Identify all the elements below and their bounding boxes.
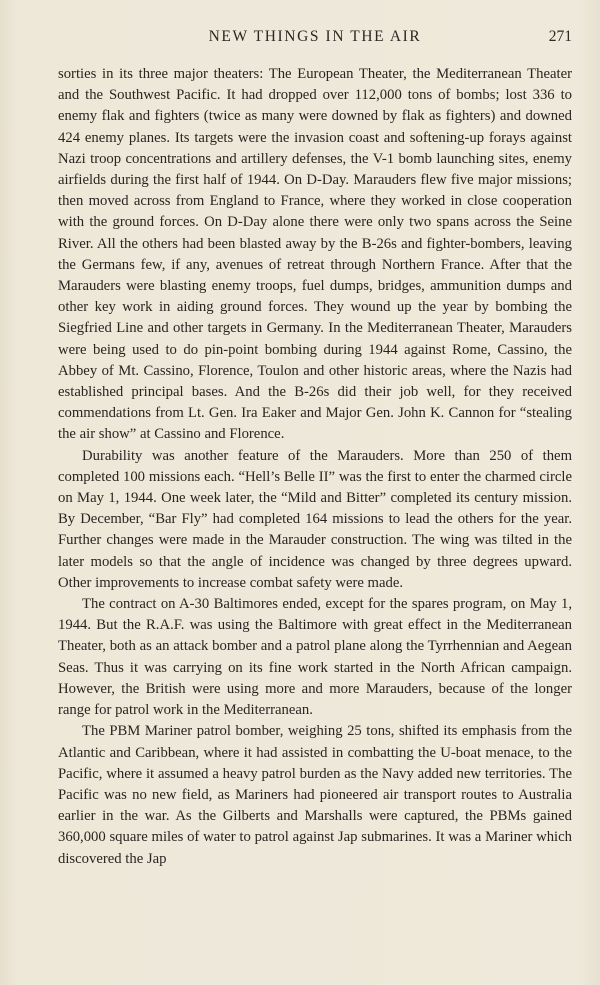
paragraph-mariner: The PBM Mariner patrol bomber, weighing 25 tons, shifted its emphasis from the Atlantic and Caribbean, where it had assisted in combatting the U-boat menace, to the Pacific, where it assumed a heavy patrol burden as the Navy added new territories. The Pacific was no new field, as Mariners had pioneered air transport routes to Australia earlier in the war. As the Gilberts and Marshalls were captured, the PBMs gained 360,000 square miles of water to patrol against Jap submarines. It was a Mariner which discovered the Jap [58, 723, 572, 867]
paragraph-marauder-theaters: sorties in its three major theaters: The European Theater, the Mediterranean Theater and the Southwest Pacific. It had dropped over 112,000 tons of bombs; lost 336 to enemy flak and fighters (twice as many were downed by flak as fighters) and downed 424 enemy planes. Its targets were the invasion coast and softening-up forays against Nazi troop concentrations and artillery defenses, the V-1 bomb launching sites, enemy airfields during the first half of 1944. On D-Day. Marauders flew five major missions; then moved across from England to France, where they worked in close cooperation with the ground forces. On D-Day alone there were only two spans across the Seine River. All the others had been blasted away by the B-26s and fighter-bombers, leaving the Germans few, if any, avenues of retreat through Northern France. After that the Marauders were blasting enemy troops, fuel dumps, bridges, ammunition dumps and other key work in aiding ground forces. They wound up the year by bombing the Siegfried Line and other targets in Germany. In the Mediterranean Theater, Marauders were being used to do pin-point bombing during 1944 against Rome, Cassino, the Abbey of Mt. Cassino, Florence, Toulon and other historic areas, where the Nazis had established principal bases. And the B-26s did their job well, for they received commendations from Lt. Gen. Ira Eaker and Major Gen. John K. Cannon for “stealing the air show” at Cassino and Florence. [58, 66, 572, 443]
paragraph-durability: Durability was another feature of the Marauders. More than 250 of them completed 100 missions each. “Hell’s Belle II” was the first to enter the charmed circle on May 1, 1944. One week later, the “Mild and Bitter” completed its century mission. By December, “Bar Fly” had completed 164 missions to lead the others for the year. Further changes were made in the Marauder construction. The wing was tilted in the later models so that the angle of incidence was changed by three degrees upward. Other improvements to increase combat safety were made. [58, 447, 572, 591]
running-title: NEW THINGS IN THE AIR [208, 28, 422, 45]
page-body [58, 64, 572, 870]
page-number: 271 [548, 28, 572, 45]
paragraph-baltimores: The contract on A-30 Baltimores ended, except for the spares program, on May 1, 1944. But the R.A.F. was using the Baltimore with great effect in the Mediterranean Theater, both as an attack bomber and a patrol plane along the Tyrrhennian and Aegean Seas. Thus it was carrying on its fine work started in the North African campaign. However, the British were using more and more Marauders, because of the longer range for patrol work in the Mediterranean. [58, 596, 572, 719]
page-header [58, 28, 572, 50]
